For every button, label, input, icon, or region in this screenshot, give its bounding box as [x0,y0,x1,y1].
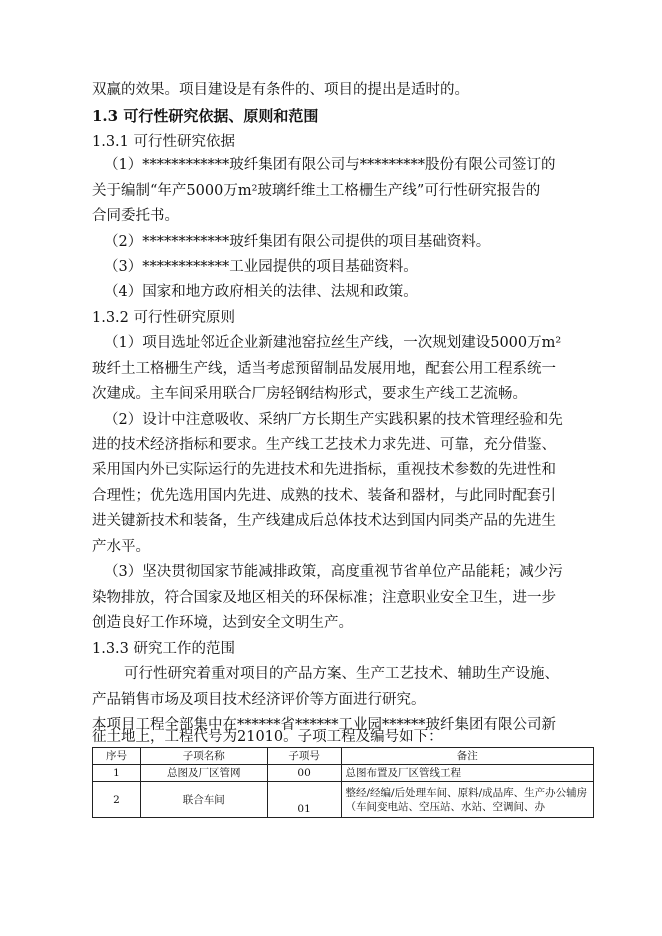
section-heading: 1.3 可行性研究依据、原则和范围 [92,107,319,125]
principle-item-2: （2）设计中注意吸收、采纳厂方长期生产实践积累的技术管理经验和先 [104,412,563,428]
table-header-cell: 子项号 [267,748,341,765]
paragraph-line: 合理性；优先选用国内先进、成熟的技术、装备和器材，与此同时配套引 [92,488,556,504]
paragraph-line: 进关键新技术和装备，生产线建成后总体技术达到国内同类产品的先进生 [92,513,556,529]
paragraph-line: 本项目工程全部集中在******省******工业园******玻纤集团有限公司新 [92,717,556,733]
table-row [93,782,594,818]
subproject-table [92,747,594,818]
paragraph-line: 关于编制“年产5000万m²玻璃纤维土工格栅生产线”可行性研究报告的 [92,183,541,199]
paragraph-line: 产品销售市场及项目技术经济评价等方面进行研究。 [92,692,426,708]
table-row [93,765,594,782]
table-cell: 总图及厂区管网 [140,765,267,782]
paragraph-line: 产水平。 [92,539,150,555]
table-cell: 整经/经编/后处理车间、原料/成品库、生产办公辅房（车间变电站、空压站、水站、空调间、办 [341,782,593,818]
scope-paragraph: 可行性研究着重对项目的产品方案、生产工艺技术、辅助生产设施、 [124,666,559,682]
table-cell: 总图布置及厂区管线工程 [341,765,593,782]
paragraph-line: 合同委托书。 [92,208,179,224]
paragraph-line: 进的技术经济指标和要求。生产线工艺技术力求先进、可靠，充分借鉴、 [92,437,556,453]
basis-item-4: （4）国家和地方政府相关的法律、法规和政策。 [104,284,418,300]
table-header-row [93,748,594,765]
table-header-cell: 子项名称 [140,748,267,765]
subsection-heading: 1.3.2 可行性研究原则 [92,310,236,326]
table-header-cell: 序号 [93,748,141,765]
paragraph-line: 染物排放，符合国家及地区相关的环保标准；注意职业安全卫生，进一步 [92,590,556,606]
basis-item-2: （2）************玻纤集团有限公司提供的项目基础资料。 [104,234,491,250]
table-cell: 联合车间 [140,782,267,818]
subsection-heading: 1.3.1 可行性研究依据 [92,134,236,150]
paragraph-line: 创造良好工作环境，达到安全文明生产。 [92,615,353,631]
paragraph-line: 征土地上，工程代号为21010。子项工程及编号如下： [92,729,443,745]
paragraph-line: 双赢的效果。项目建设是有条件的、项目的提出是适时的。 [92,82,469,98]
basis-item-3: （3）************工业园提供的项目基础资料。 [104,259,418,275]
principle-item-3: （3）坚决贯彻国家节能减排政策，高度重视节省单位产品能耗；减少污 [104,564,563,580]
table-cell: 00 [267,765,341,782]
basis-item-1: （1）************玻纤集团有限公司与*********股份有限公司签订的 [104,157,556,173]
principle-item-1: （1）项目选址邻近企业新建池窑拉丝生产线，一次规划建设5000万m² [104,335,562,351]
paragraph-line: 次建成。主车间采用联合厂房轻钢结构形式，要求生产线工艺流畅。 [92,386,527,402]
table-header-cell: 备注 [341,748,593,765]
paragraph-line: 玻纤土工格栅生产线，适当考虑预留制品发展用地，配套公用工程系统一 [92,361,556,377]
table-cell: 2 [93,782,141,818]
table-cell: 1 [93,765,141,782]
paragraph-line: 采用国内外已实际运行的先进技术和先进指标，重视技术参数的先进性和 [92,462,556,478]
subsection-heading: 1.3.3 研究工作的范围 [92,641,236,657]
table-cell: 01 [267,782,341,818]
